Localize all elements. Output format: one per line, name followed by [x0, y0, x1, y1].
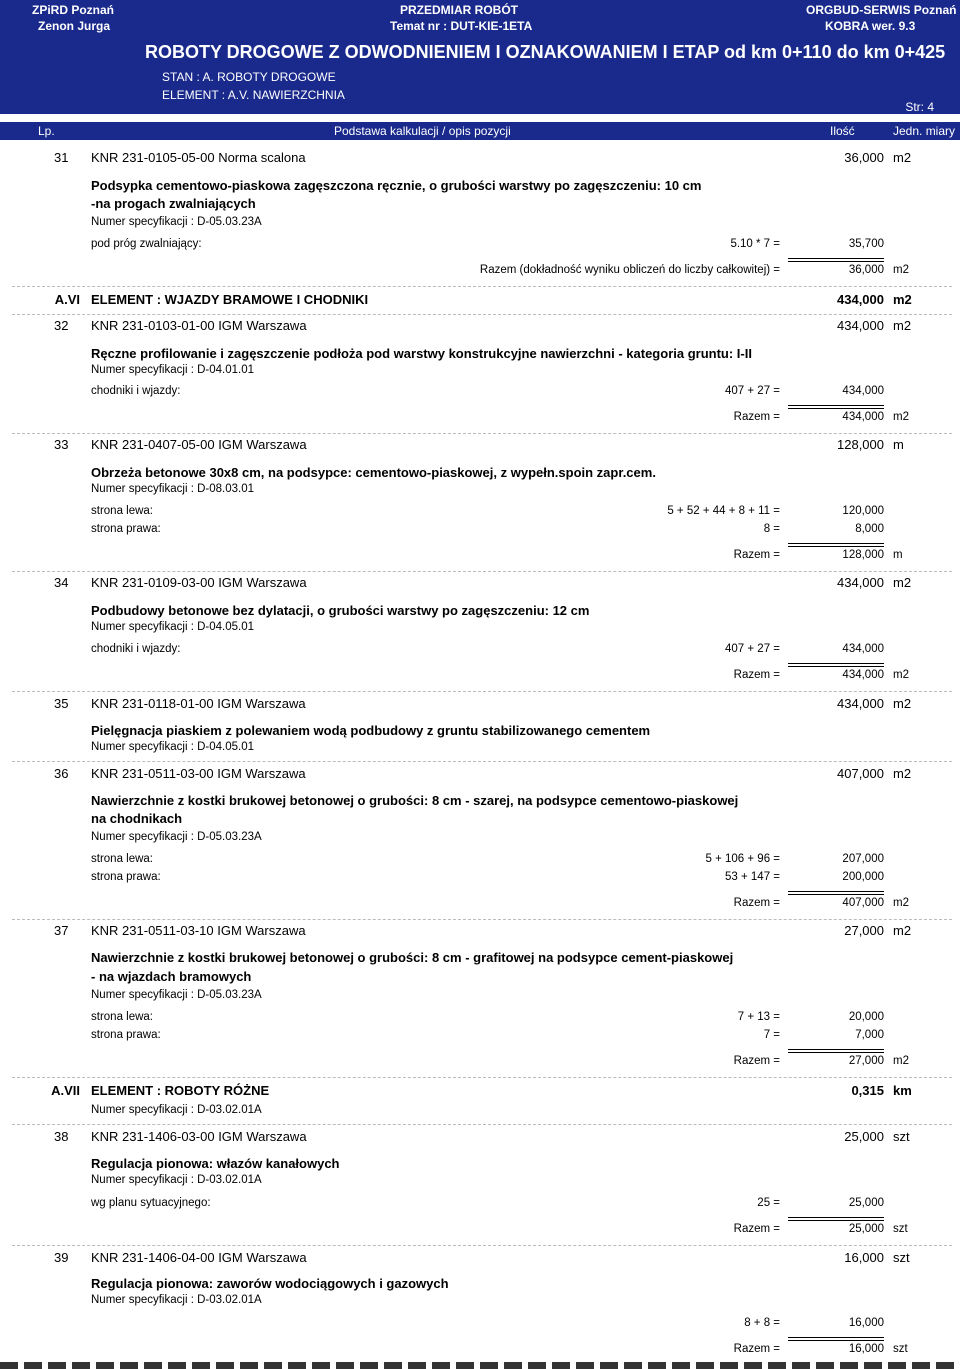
- item-description-cont: - na wjazdach bramowych: [91, 969, 252, 984]
- item-unit: m2: [893, 923, 912, 938]
- calc-formula: 5 + 106 + 96 =: [705, 853, 780, 865]
- item-quantity: 128,000: [837, 437, 884, 452]
- row-separator: [12, 1124, 952, 1125]
- col-unit: Jedn. miary: [893, 124, 956, 138]
- calc-value: 20,000: [848, 1011, 884, 1023]
- spec-number: Numer specyfikacji : D-03.02.01A: [91, 1294, 262, 1306]
- item-description: Pielęgnacja piaskiem z polewaniem wodą podbudowy z gruntu stabilizowanego cementem: [91, 723, 651, 738]
- sum-rule: [788, 405, 884, 409]
- item-lp: 37: [54, 923, 69, 938]
- item-unit: m2: [893, 292, 912, 307]
- item-quantity: 36,000: [844, 150, 884, 165]
- item-quantity: 434,000: [837, 575, 884, 590]
- spec-number: Numer specyfikacji : D-04.05.01: [91, 741, 254, 753]
- calc-formula: 407 + 27 =: [725, 643, 780, 655]
- item-description: Regulacja pionowa: zaworów wodociągowych i gazowych: [91, 1276, 449, 1291]
- sum-unit: m2: [893, 669, 909, 681]
- item-description: Ręczne profilowanie i zagęszczenie podłoża pod warstwy konstrukcyjne nawierzchni - kategoria gruntu: I-II: [91, 346, 752, 361]
- row-separator: [12, 1245, 952, 1246]
- sum-unit: m2: [893, 264, 909, 276]
- row-separator: [12, 286, 952, 287]
- calc-formula: 8 + 8 =: [744, 1317, 780, 1329]
- software-version: KOBRA wer. 9.3: [825, 19, 916, 33]
- calc-label: pod próg zwalniający:: [91, 238, 202, 250]
- spec-number: Numer specyfikacji : D-05.03.23A: [91, 989, 262, 1001]
- item-quantity: 0,315: [851, 1083, 884, 1098]
- sum-label: Razem =: [733, 1055, 780, 1067]
- row-separator: [12, 314, 952, 315]
- spec-number: Numer specyfikacji : D-05.03.23A: [91, 831, 262, 843]
- item-description: Regulacja pionowa: włazów kanałowych: [91, 1156, 340, 1171]
- col-qty: Ilość: [830, 124, 855, 138]
- item-lp: A.VII: [51, 1083, 80, 1098]
- item-lp: 31: [54, 150, 69, 165]
- calc-label: wg planu sytuacyjnego:: [91, 1197, 211, 1209]
- calc-value: 434,000: [842, 643, 884, 655]
- sum-value: 434,000: [842, 411, 884, 423]
- item-lp: A.VI: [54, 292, 80, 307]
- row-separator: [12, 1077, 952, 1078]
- item-code: KNR 231-0103-01-00 IGM Warszawa: [91, 318, 307, 333]
- item-description-cont: -na progach zwalniających: [91, 196, 256, 211]
- calc-label: chodniki i wjazdy:: [91, 643, 181, 655]
- sum-unit: m: [893, 549, 903, 561]
- item-code: KNR 231-0511-03-00 IGM Warszawa: [91, 766, 306, 781]
- sum-value: 407,000: [842, 897, 884, 909]
- page-number: Str: 4: [905, 100, 934, 114]
- item-quantity: 434,000: [837, 292, 884, 307]
- row-separator: [12, 571, 952, 572]
- item-unit: m2: [893, 150, 912, 165]
- item-lp: 34: [54, 575, 69, 590]
- calc-label: strona lewa:: [91, 505, 154, 517]
- item-quantity: 407,000: [837, 766, 884, 781]
- topic-number: Temat nr : DUT-KIE-1ETA: [390, 19, 533, 33]
- sum-label: Razem =: [733, 1343, 780, 1355]
- row-separator: [12, 691, 952, 692]
- footer-rule: [0, 1362, 960, 1369]
- element-heading: ELEMENT : WJAZDY BRAMOWE I CHODNIKI: [91, 292, 369, 307]
- document-type: PRZEDMIAR ROBÓT: [400, 3, 518, 17]
- sum-label: Razem =: [733, 1223, 780, 1235]
- sum-value: 27,000: [848, 1055, 884, 1067]
- calc-value: 8,000: [855, 523, 884, 535]
- item-unit: m2: [893, 318, 912, 333]
- calc-formula: 5.10 * 7 =: [730, 238, 780, 250]
- item-code: KNR 231-0511-03-10 IGM Warszawa: [91, 923, 306, 938]
- calc-formula: 7 + 13 =: [737, 1011, 780, 1023]
- sum-value: 36,000: [848, 264, 884, 276]
- spec-number: Numer specyfikacji : D-04.01.01: [91, 364, 254, 376]
- item-quantity: 16,000: [844, 1250, 884, 1265]
- item-quantity: 27,000: [844, 923, 884, 938]
- calc-label: strona prawa:: [91, 871, 161, 883]
- item-lp: 39: [54, 1250, 69, 1265]
- sum-value: 16,000: [848, 1343, 884, 1355]
- col-lp: Lp.: [38, 124, 55, 138]
- element-label: ELEMENT : A.V. NAWIERZCHNIA: [162, 88, 345, 102]
- sum-label: Razem =: [733, 549, 780, 561]
- item-code: KNR 231-0118-01-00 IGM Warszawa: [91, 696, 306, 711]
- item-quantity: 434,000: [837, 696, 884, 711]
- spec-number: Numer specyfikacji : D-03.02.01A: [91, 1104, 262, 1116]
- sum-label: Razem (dokładność wyniku obliczeń do liczby całkowitej) =: [479, 264, 780, 276]
- calc-formula: 25 =: [757, 1197, 780, 1209]
- sum-unit: szt: [893, 1343, 908, 1355]
- item-lp: 33: [54, 437, 69, 452]
- calc-value: 16,000: [848, 1317, 884, 1329]
- item-description: Obrzeża betonowe 30x8 cm, na podsypce: cementowo-piaskowej, z wypełn.spoin zapr.cem.: [91, 465, 656, 480]
- sum-rule: [788, 891, 884, 895]
- item-unit: m2: [893, 696, 912, 711]
- company-name: ZPiRD Poznań: [32, 3, 115, 17]
- sum-unit: m2: [893, 1055, 909, 1067]
- calc-label: strona lewa:: [91, 853, 154, 865]
- calc-value: 25,000: [848, 1197, 884, 1209]
- sum-rule: [788, 663, 884, 667]
- sum-label: Razem =: [733, 897, 780, 909]
- calc-label: chodniki i wjazdy:: [91, 385, 181, 397]
- item-description: Podbudowy betonowe bez dylatacji, o grubości warstwy po zagęszczeniu: 12 cm: [91, 603, 590, 618]
- calc-label: strona prawa:: [91, 1029, 161, 1041]
- calc-value: 7,000: [855, 1029, 884, 1041]
- row-separator: [12, 919, 952, 920]
- sum-rule: [788, 1217, 884, 1221]
- item-unit: m: [893, 437, 904, 452]
- calc-label: strona lewa:: [91, 1011, 154, 1023]
- item-code: KNR 231-0105-05-00 Norma scalona: [91, 150, 306, 165]
- item-unit: m2: [893, 766, 912, 781]
- sum-rule: [788, 1337, 884, 1341]
- sum-label: Razem =: [733, 411, 780, 423]
- item-code: KNR 231-1406-03-00 IGM Warszawa: [91, 1129, 307, 1144]
- item-unit: m2: [893, 575, 912, 590]
- calc-formula: 8 =: [763, 523, 780, 535]
- sum-unit: m2: [893, 411, 909, 423]
- software-vendor: ORGBUD-SERWIS Poznań: [806, 3, 957, 17]
- item-lp: 38: [54, 1129, 69, 1144]
- sum-value: 434,000: [842, 669, 884, 681]
- item-description: Podsypka cementowo-piaskowa zagęszczona ręcznie, o grubości warstwy po zagęszczeniu: 10 cm: [91, 178, 702, 193]
- section-banner: [0, 38, 960, 114]
- sum-value: 128,000: [842, 549, 884, 561]
- item-code: KNR 231-0109-03-00 IGM Warszawa: [91, 575, 307, 590]
- calc-value: 207,000: [842, 853, 884, 865]
- calc-formula: 53 + 147 =: [725, 871, 780, 883]
- page-title: ROBOTY DROGOWE Z ODWODNIENIEM I OZNAKOWANIEM I ETAP od km 0+110 do km 0+425: [145, 42, 946, 62]
- author-name: Zenon Jurga: [38, 19, 111, 33]
- sum-rule: [788, 1049, 884, 1053]
- column-header: [0, 122, 960, 140]
- spec-number: Numer specyfikacji : D-03.02.01A: [91, 1174, 262, 1186]
- report-header: [0, 0, 960, 38]
- item-unit: km: [893, 1083, 912, 1098]
- spec-number: Numer specyfikacji : D-08.03.01: [91, 483, 254, 495]
- item-unit: szt: [893, 1129, 910, 1144]
- item-code: KNR 231-0407-05-00 IGM Warszawa: [91, 437, 307, 452]
- item-quantity: 25,000: [844, 1129, 884, 1144]
- calc-value: 200,000: [842, 871, 884, 883]
- sum-rule: [788, 258, 884, 262]
- spec-number: Numer specyfikacji : D-05.03.23A: [91, 216, 262, 228]
- row-separator: [12, 761, 952, 762]
- calc-formula: 7 =: [763, 1029, 780, 1041]
- item-lp: 32: [54, 318, 69, 333]
- calc-formula: 5 + 52 + 44 + 8 + 11 =: [667, 505, 780, 517]
- calc-label: strona prawa:: [91, 523, 161, 535]
- item-code: KNR 231-1406-04-00 IGM Warszawa: [91, 1250, 307, 1265]
- calc-value: 434,000: [842, 385, 884, 397]
- item-description-cont: na chodnikach: [91, 811, 183, 826]
- item-description: Nawierzchnie z kostki brukowej betonowej o grubości: 8 cm - grafitowej na podsypce cement-piaskowej: [91, 950, 734, 965]
- sum-rule: [788, 543, 884, 547]
- calc-value: 120,000: [842, 505, 884, 517]
- item-lp: 36: [54, 766, 69, 781]
- col-desc: Podstawa kalkulacji / opis pozycji: [334, 124, 511, 138]
- calc-formula: 407 + 27 =: [725, 385, 780, 397]
- spec-number: Numer specyfikacji : D-04.05.01: [91, 621, 254, 633]
- sum-unit: m2: [893, 897, 909, 909]
- sum-value: 25,000: [848, 1223, 884, 1235]
- stan-label: STAN : A. ROBOTY DROGOWE: [162, 70, 336, 84]
- sum-label: Razem =: [733, 669, 780, 681]
- calc-value: 35,700: [848, 238, 884, 250]
- item-lp: 35: [54, 696, 69, 711]
- item-description: Nawierzchnie z kostki brukowej betonowej o grubości: 8 cm - szarej, na podsypce cementowo-piaskowej: [91, 793, 739, 808]
- item-unit: szt: [893, 1250, 910, 1265]
- sum-unit: szt: [893, 1223, 908, 1235]
- element-heading: ELEMENT : ROBOTY RÓŻNE: [91, 1083, 270, 1098]
- item-quantity: 434,000: [837, 318, 884, 333]
- row-separator: [12, 433, 952, 434]
